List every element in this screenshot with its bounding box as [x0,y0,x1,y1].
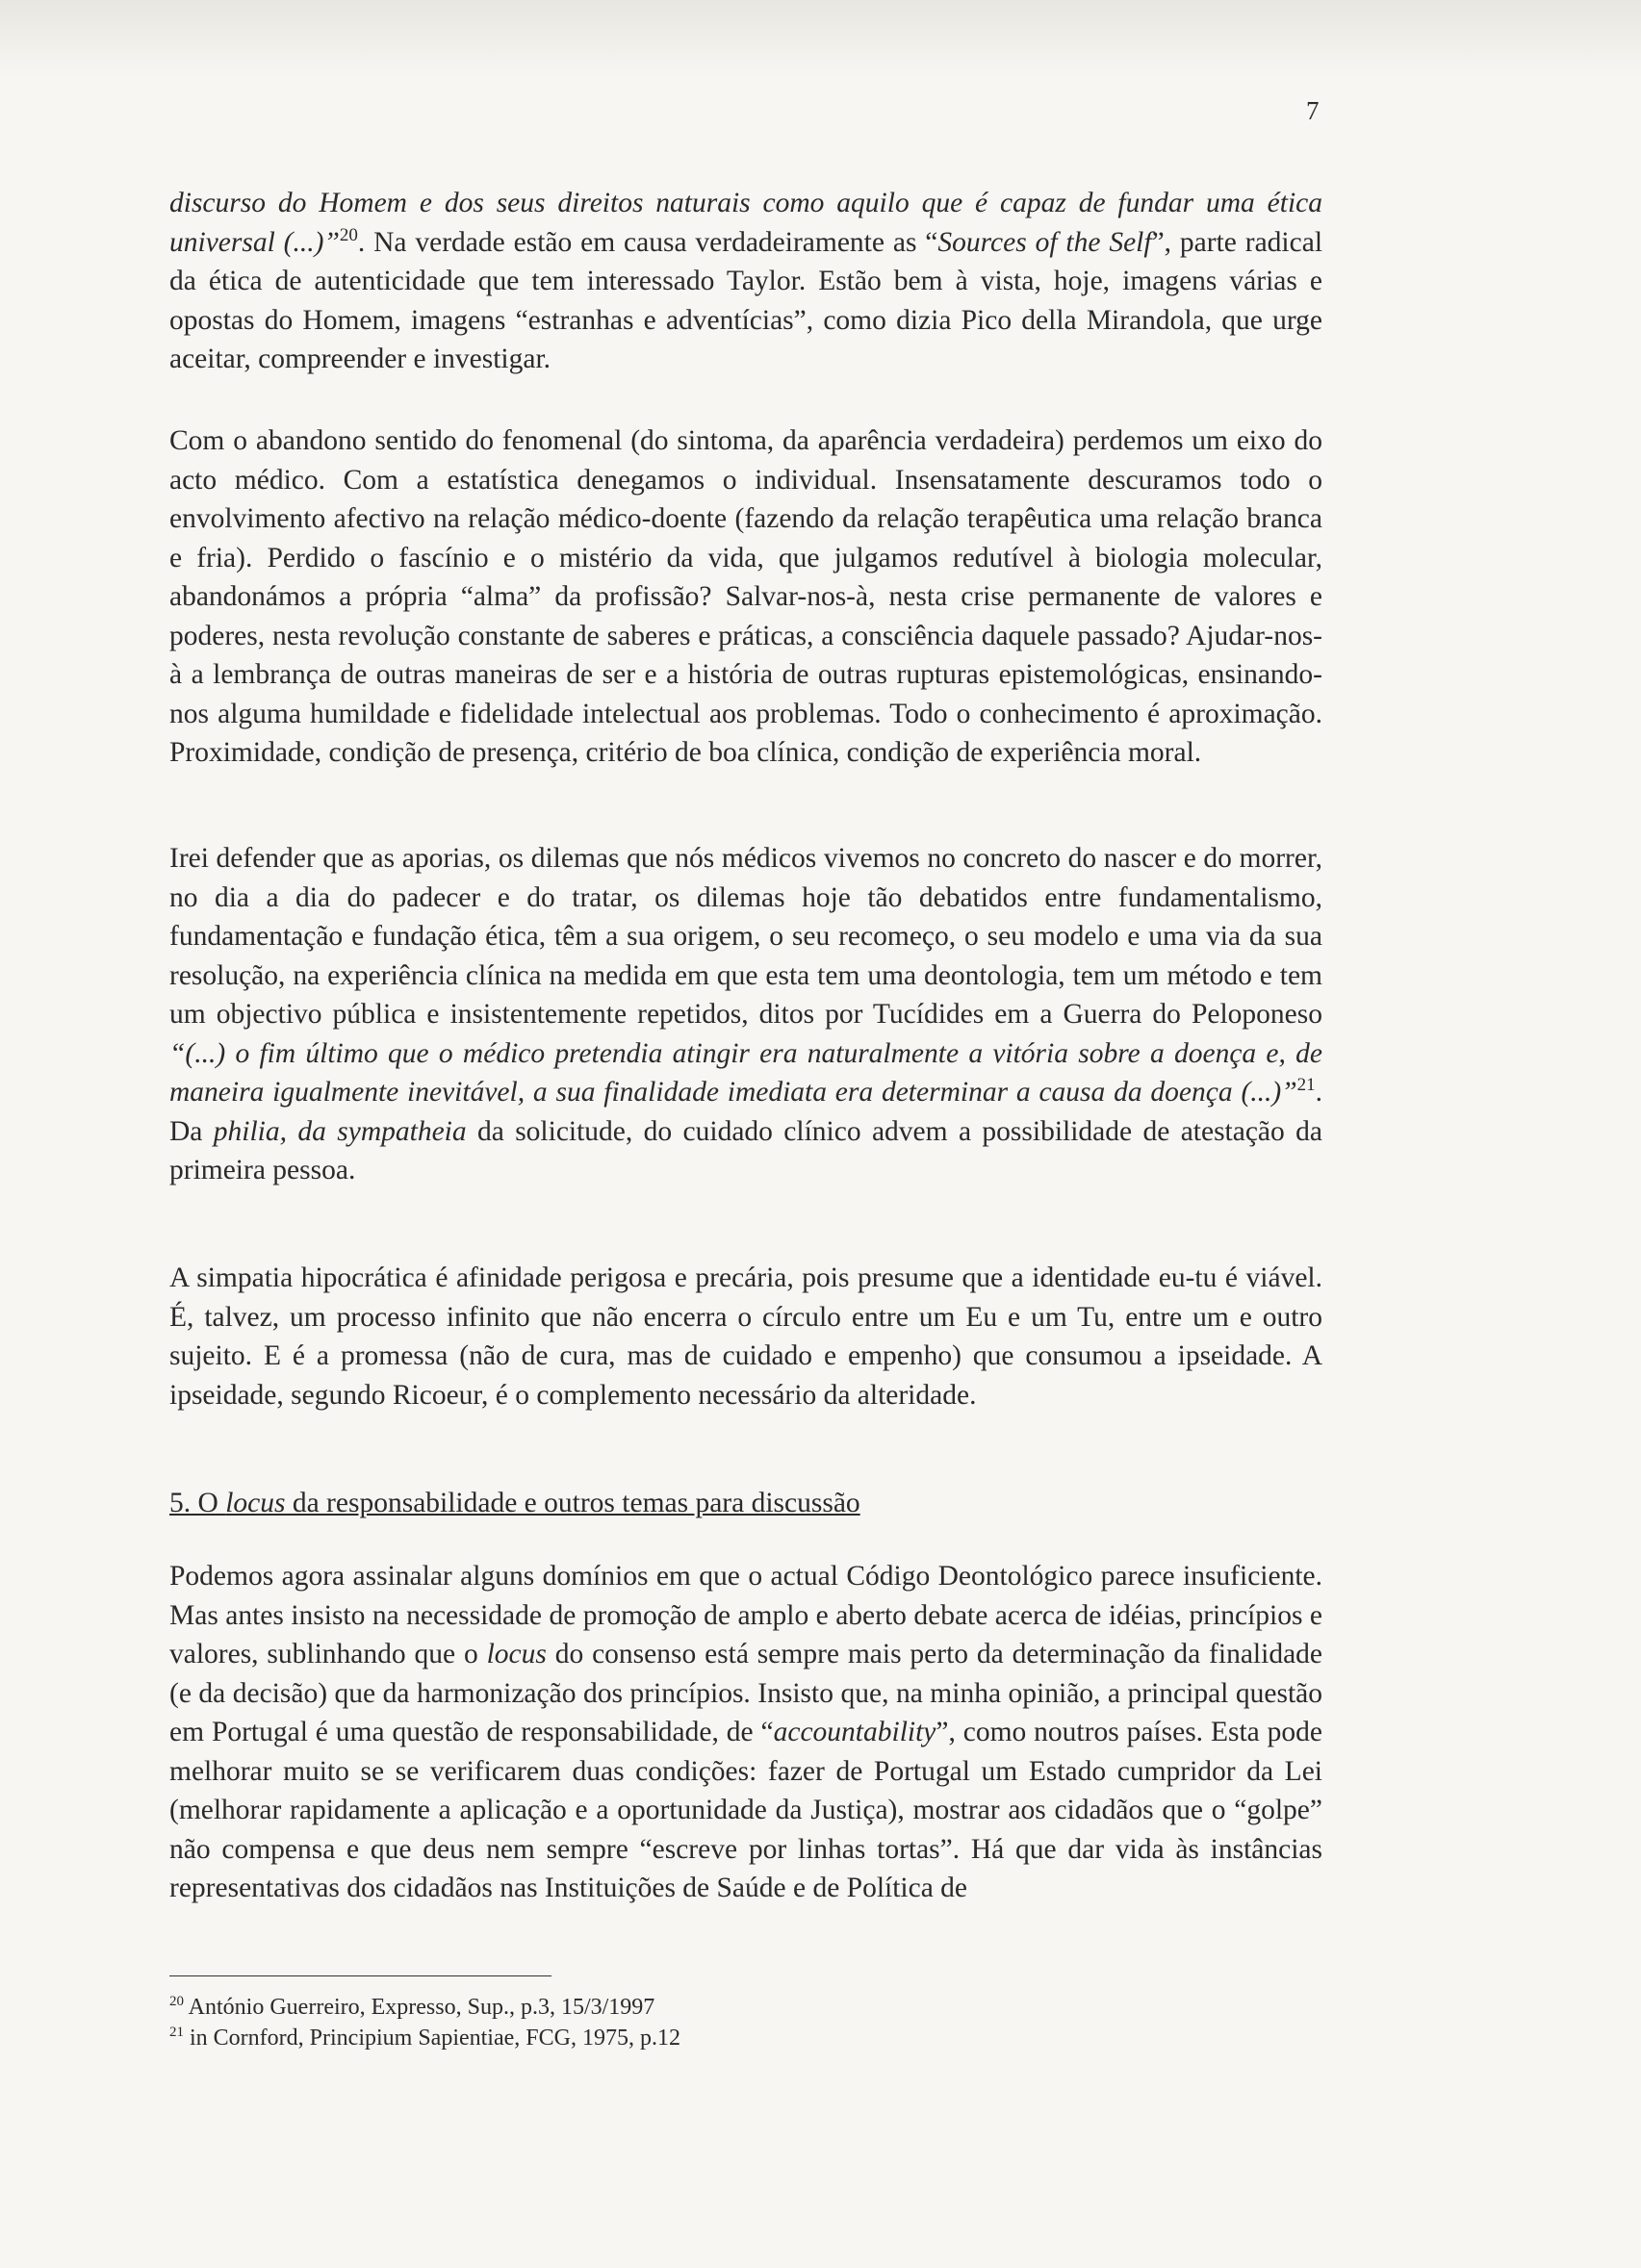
footnote-ref-21: 21 [1296,1075,1316,1096]
paragraph-2: Com o abandono sentido do fenomenal (do sintoma, da aparência verdadeira) perdemos um eixo do acto médico. Com a estatística denegamos o individual. Insensatamente descuramos todo o envolvimento afectivo na relação médico-doente (fazendo da relação terapêutica uma relação branca e fria). Perdido o fascínio e o mistério da vida, que julgamos redutível à biologia molecular, abandonámos a própria “alma” da profissão? Salvar-nos-à, nesta crise permanente de valores e poderes, nesta revolução constante de saberes e práticas, a consciência daquele passado? Ajudar-nos-à a lembrança de outras maneiras de ser e a história de outras rupturas epistemológicas, ensinando-nos alguma humildade e fidelidade intelectual aos problemas. Todo o conhecimento é aproximação. Proximidade, condição de presença, critério de boa clínica, condição de experiência moral. [169,425,1322,768]
footnote-ref-20: 20 [339,224,358,245]
paragraph-5: Podemos agora assinalar alguns domínios em que o actual Código Deontológico parece insuficiente. Mas antes insisto na necessidade de promoção de amplo e aberto debate acerca de idéias, princípios e valores, sublinhando que o locus do consenso está sempre mais perto da determinação da finalidade (e da decisão) que da harmonização dos princípios. Insisto que, na minha opinião, a principal questão em Portugal é uma questão de responsabilidade, de “accountability”, como noutros países. Esta pode melhorar muito se se verificarem duas condições: fazer de Portugal um Estado cumpridor da Lei (melhorar rapidamente a aplicação e a oportunidade da Justiça), mostrar aos cidadãos que o “golpe” não compensa e que deus nem sempre “escreve por linhas tortas”. Há que dar vida às instâncias representativas dos cidadãos nas Instituições de Saúde e de Política de [169,1561,1322,1903]
paragraph-1: discurso do Homem e dos seus direitos naturais como aquilo que é capaz de fundar uma ética universal (...)”$^{20}$. Na verdade estão em causa verdadeiramente as “Sources of the Self”, parte radical da ética de autenticidade que tem interessado Taylor. Estão bem à vista, hoje, imagens várias e opostas do Homem, imagens “estranhas e adventícias”, como dizia Pico della Mirandola, que urge aceitar, compreender e investigar. [169,188,1323,374]
page-number: 7 [1306,96,1320,125]
section-heading: 5. O locus da responsabilidade e outros temas para discussão [169,1488,860,1518]
scan-edge-shadow [0,0,1641,77]
quote-text: “(...) o fim último que o médico pretendia atingir era naturalmente a vitória sobre a doença e, de maneira igualmente inevitável, a sua finalidade imediata era determinar a causa da doença (...)” [169,1037,1322,1108]
paragraph-4: A simpatia hipocrática é afinidade perigosa e precária, pois presume que a identidade eu-tu é viável. É, talvez, um processo infinito que não encerra o círculo entre um Eu e um Tu, entre um e outro sujeito. E é a promessa (não de cura, mas de cuidado e empenho) que consumou a ipseidade. A ipseidade, segundo Ricoeur, é o complemento necessário da alteridade. [169,1262,1322,1411]
quote-text: discurso do Homem e dos seus direitos naturais como aquilo que é capaz de fundar uma ética universal (...)” [169,188,1322,258]
footnote-20: $^{20}$ António Guerreiro, Expresso, Sup., p.3, 15/3/1997 [169,1994,655,2020]
paragraph-3: Irei defender que as aporias, os dilemas que nós médicos vivemos no concreto do nascer e do morrer, no dia a dia do padecer e do tratar, os dilemas hoje tão debatidos entre fundamentalismo, fundamentação e fundação ética, têm a sua origem, o seu recomeço, o seu modelo e uma via da sua resolução, na experiência clínica na medida em que esta tem uma deontologia, tem um método e tem um objectivo pública e insistentemente repetidos, ditos por Tucídides em a Guerra do Peloponeso “(...) o fim último que o médico pretendia atingir era naturalmente a vitória sobre a doença e, de maneira igualmente inevitável, a sua finalidade imediata era determinar a causa da doença (...)”$^{21}$. Da philia, da sympatheia da solicitude, do cuidado clínico advem a possibilidade de atestação da primeira pessoa. [169,843,1322,1185]
footnote-divider [169,1975,551,1976]
footnote-21: $^{21}$ in Cornford, Principium Sapientiae, FCG, 1975, p.12 [169,2025,680,2051]
